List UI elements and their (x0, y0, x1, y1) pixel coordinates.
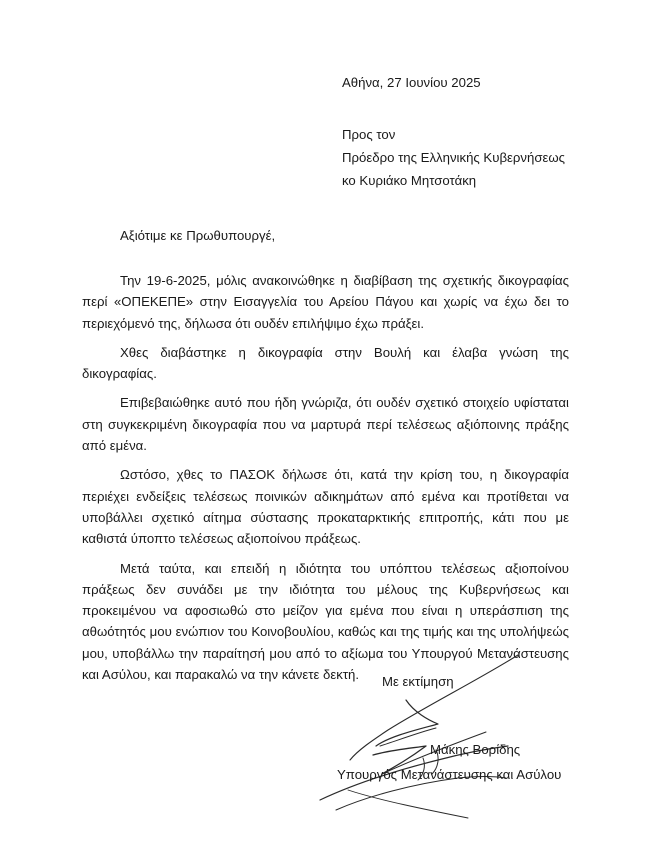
salutation: Αξιότιμε κε Πρωθυπουργέ, (120, 228, 276, 243)
body-paragraph: Χθες διαβάστηκε η δικογραφία στην Βουλή και έλαβα γνώση της δικογραφίας. (82, 344, 569, 382)
recipient-block (342, 123, 565, 192)
signer-title: Υπουργός Μετανάστευσης και Ασύλου (337, 767, 562, 782)
signer-name: Μάκης Βορίδης (430, 742, 521, 757)
letter-date: Αθήνα, 27 Ιουνίου 2025 (342, 75, 481, 90)
body-paragraph: Ωστόσο, χθες το ΠΑΣΟΚ δήλωσε ότι, κατά την κρίση του, η δικογραφία περιέχει ενδείξεις τελέσεως ποινικών αδικημάτων από εμένα και προτίθεται να υποβάλλει σχετικό αίτημα σύστασης προκαταρκτικής επιτροπής, κάτι που με καθιστά ύποπτο τελέσεως αξιοποίνου πράξεως. (82, 467, 569, 547)
recipient-line: κο Κυριάκο Μητσοτάκη (342, 173, 477, 188)
recipient-line: Προς τον (342, 127, 396, 142)
recipient-line: Πρόεδρο της Ελληνικής Κυβερνήσεως (342, 150, 566, 165)
body-paragraph: Επιβεβαιώθηκε αυτό που ήδη γνώριζα, ότι ουδέν σχετικό στοιχείο υφίσταται στη συγκεκριμένη δικογραφία που να μαρτυρά περί τελέσεως αξιόποινης πράξης από εμένα. (82, 395, 569, 454)
closing: Με εκτίμηση (382, 674, 454, 689)
letter-body (82, 270, 569, 693)
body-paragraph: Την 19-6-2025, μόλις ανακοινώθηκε η διαβίβαση της σχετικής δικογραφίας περί «ΟΠΕΚΕΠΕ» στην Εισαγγελία του Αρείου Πάγου και χωρίς να έχω δει το περιεχόμενό της, δήλωσα ότι ουδέν επιλήψιμο έχω πράξει. (82, 273, 569, 331)
body-paragraph: Μετά ταύτα, και επειδή η ιδιότητα του υπόπτου τελέσεως αξιοποίνου πράξεως δεν συνάδει με την ιδιότητα του μέλους της Κυβερνήσεως και προκειμένου να αφοσιωθώ στο μείζον για εμένα που είναι η υπεράσπιση της αθωότητός μου ενώπιον του Κοινοβουλίου, καθώς και της τιμής και της υπολήψεώς μου, υποβάλλω την παραίτησή μου από το αξίωμα του Υπουργού Μετανάστευσης και Ασύλου, και παρακαλώ να την κάνετε δεκτή. (82, 560, 569, 683)
